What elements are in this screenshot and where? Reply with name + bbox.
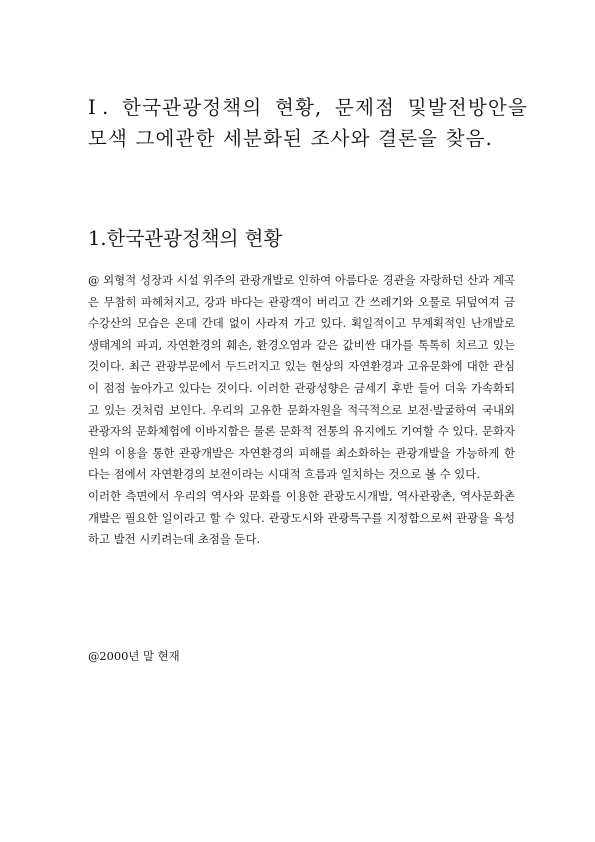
body-paragraph: @ 외형적 성장과 시설 위주의 관광개발로 인하여 아름다운 경관을 자랑하던 산과 계곡은 무참히 파헤쳐지고, 강과 바다는 관광객이 버리고 간 쓰레기와 오물로 뒤덮여져 금수강산의 모습은 온데 간데 없이 사라져 가고 있다. 획일적이고 무계획적인 난개발로 생태계의 파괴, 자연환경의 훼손, 환경오염과 같은 값비싼 대가를 톡톡히 치르고 있는 것이다. 최근 관광부문에서 두드러지고 있는 현상의 자연환경과 고유문화에 대한 관심이 점점 높아가고 있다는 것이다. 이러한 관광성향은 금세기 후반 들어 더욱 가속화되고 있는 것처럼 보인다. 우리의 고유한 문화자원을 적극적으로 보전·발굴하여 국내외 관광자의 문화체험에 이바지함은 물론 문화적 전통의 유지에도 기여할 수 있다. 문화자원의 이용을 통한 관광개발은 자연환경의 피해를 최소화하는 관광개발을 가능하게 한다는 점에서 자연환경의 보전이라는 시대적 흐름과 일치하는 것으로 볼 수 있다. bbox=[88, 273, 515, 482]
section-heading: 1.한국관광정책의 현황 bbox=[88, 227, 283, 250]
body-text bbox=[88, 270, 515, 551]
body-paragraph: 이러한 측면에서 우리의 역사와 문화를 이용한 관광도시개발, 역사관광촌, 역사문화촌 개발은 필요한 일이라고 할 수 있다. 관광도시와 관광특구를 지정함으로써 관광을 육성하고 발전 시키려는데 초점을 둔다. bbox=[88, 488, 515, 547]
main-title: Ⅰ. 한국관광정책의 현황, 문제점 및발전방안을 모색 그에관한 세분화된 조사와 결론을 찾음. bbox=[88, 96, 528, 150]
date-note: @2000년 말 현재 bbox=[88, 649, 180, 663]
